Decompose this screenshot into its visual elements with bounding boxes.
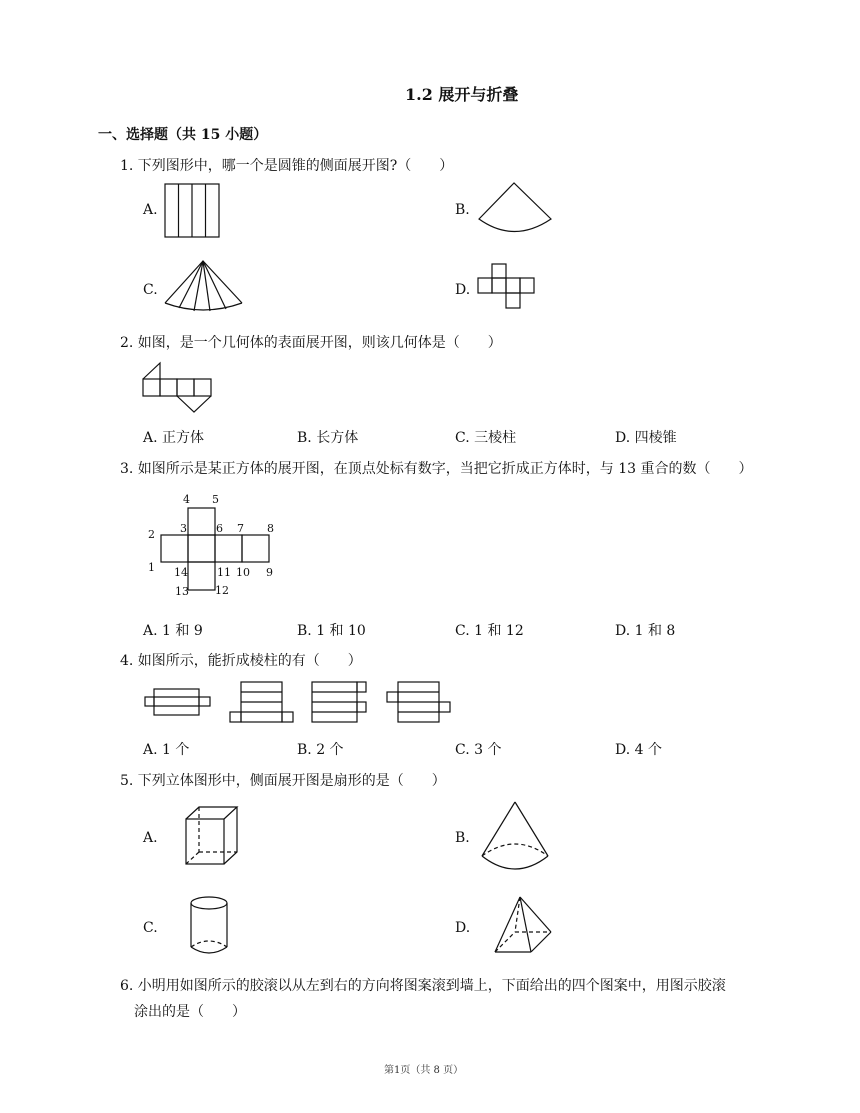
q4-option-b: B. 2 个 [297,742,344,758]
page-title: 1.2 展开与折叠 [405,85,519,104]
q5-option-a-label: A. [143,830,158,846]
vertex-label-11: 11 [217,566,231,579]
q4-figure-4 [386,681,454,725]
q5-option-b-label: B. [455,830,470,846]
q1-option-a-figure [164,183,224,239]
q3-option-a: A. 1 和 9 [143,623,203,639]
q3-option-b: B. 1 和 10 [297,623,366,639]
question-1-text: 1. 下列图形中，哪一个是圆锥的侧面展开图?（ ） [120,158,454,174]
vertex-label-12: 12 [215,584,229,597]
question-6-text-line-1: 6. 小明用如图所示的胶滚以从左到右的方向将图案滚到墙上，下面给出的四个图案中，用图示胶滚 [120,978,726,994]
q1-option-b-label: B. [455,202,470,218]
q1-option-c-label: C. [143,282,158,298]
vertex-label-10: 10 [236,566,250,579]
q3-option-c: C. 1 和 12 [455,623,524,639]
q3-option-d: D. 1 和 8 [615,623,676,639]
question-6-text-line-2: 涂出的是（ ） [134,1004,246,1020]
vertex-label-5: 5 [212,493,219,506]
vertex-label-9: 9 [266,566,273,579]
vertex-label-1: 1 [148,561,155,574]
q4-option-d: D. 4 个 [615,742,662,758]
question-5-text: 5. 下列立体图形中，侧面展开图是扇形的是（ ） [120,773,446,789]
vertex-label-3: 3 [180,522,187,535]
q1-option-d-label: D. [455,282,471,298]
q1-option-b-figure [476,182,556,238]
q1-option-d-figure [477,263,541,313]
q4-option-a: A. 1 个 [143,742,190,758]
section-heading: 一、选择题（共 15 小题） [98,127,268,143]
vertex-label-8: 8 [267,522,274,535]
question-2-text: 2. 如图，是一个几何体的表面展开图，则该几何体是（ ） [120,335,502,351]
question-4-text: 4. 如图所示，能折成棱柱的有（ ） [120,653,362,669]
vertex-label-7: 7 [237,522,244,535]
q3-cube-net-figure [140,488,290,600]
q2-option-b: B. 长方体 [297,430,359,446]
q4-figure-1 [144,688,212,718]
page-footer: 第1页（共 8 页） [384,1065,464,1076]
q4-figure-2 [229,681,295,725]
vertex-label-14: 14 [174,566,188,579]
vertex-label-2: 2 [148,528,155,541]
q2-net-figure [142,360,216,418]
q4-figure-3 [311,681,369,725]
question-3-text: 3. 如图所示是某正方体的展开图，在顶点处标有数字，当把它折成正方体时，与 13 重合的数（ ） [120,461,753,477]
q1-option-c-figure [163,259,245,315]
q2-option-a: A. 正方体 [143,430,205,446]
q5-option-c-cylinder-figure [189,895,231,957]
vertex-label-6: 6 [216,522,223,535]
q5-option-b-cone-figure [480,800,552,876]
q2-option-d: D. 四棱锥 [615,430,677,446]
q2-option-c: C. 三棱柱 [455,430,517,446]
q5-option-d-label: D. [455,920,471,936]
q5-option-a-cube-figure [184,805,240,867]
vertex-label-13: 13 [175,585,189,598]
q4-option-c: C. 3 个 [455,742,502,758]
vertex-label-4: 4 [183,493,190,506]
q1-option-a-label: A. [143,202,158,218]
q5-option-c-label: C. [143,920,158,936]
q5-option-d-pyramid-figure [493,895,557,957]
